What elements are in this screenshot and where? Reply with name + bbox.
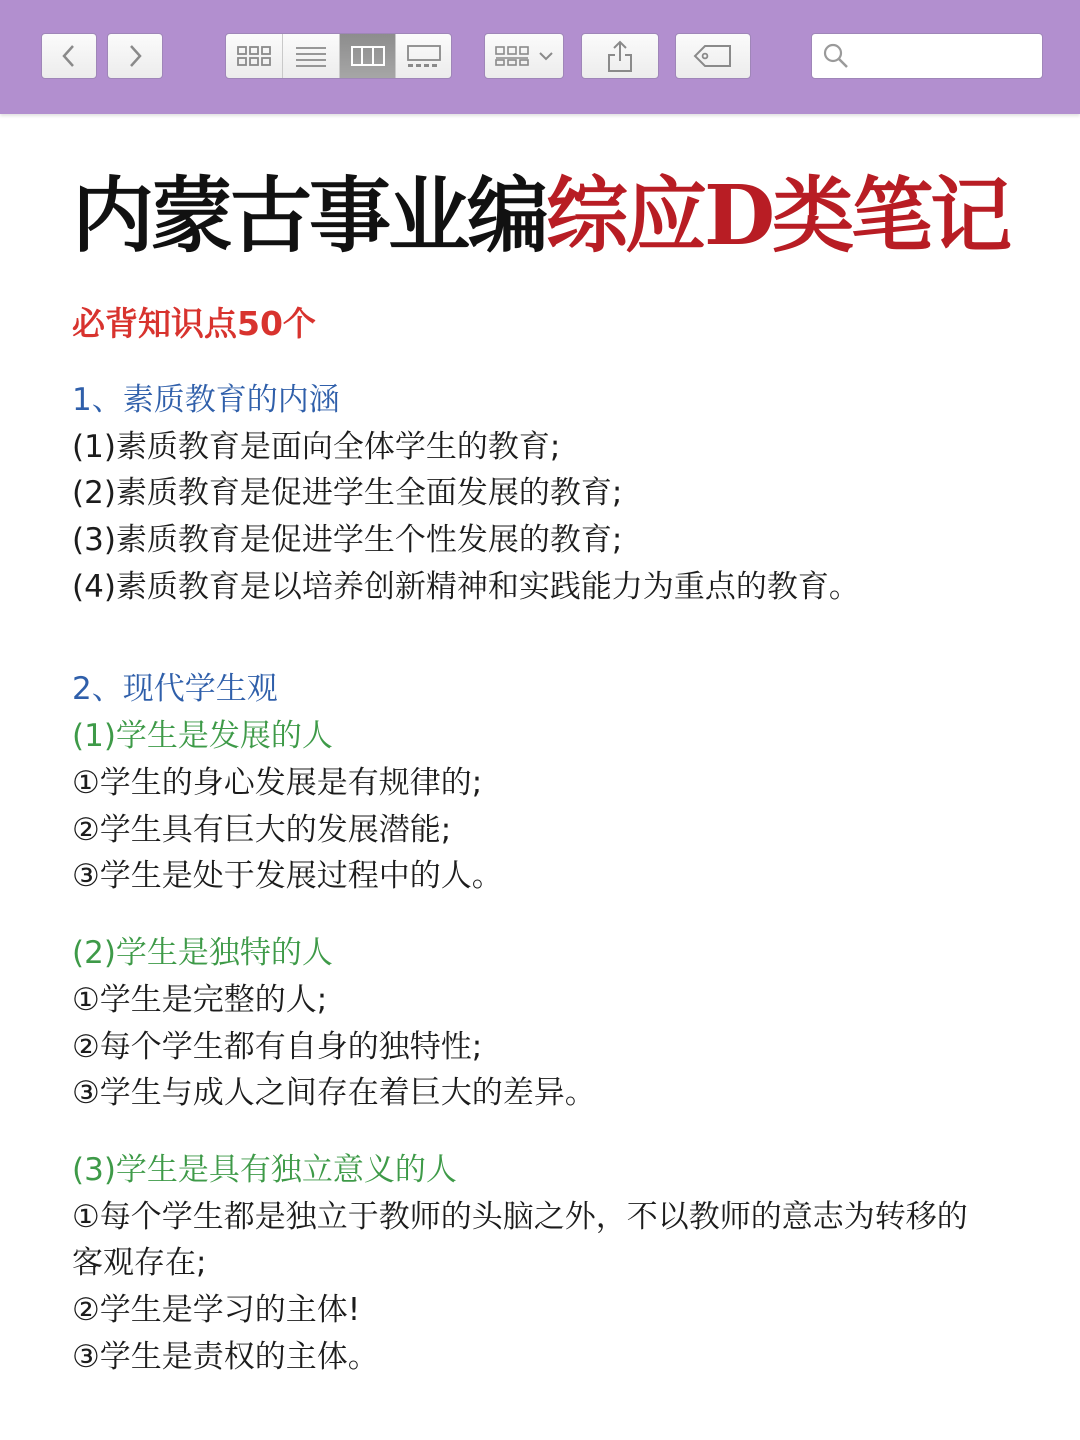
subsection-item: ①学生的身心发展是有规律的; xyxy=(72,765,483,801)
title-red-part: 综应D类笔记 xyxy=(546,168,1010,264)
search-field[interactable] xyxy=(811,33,1043,79)
subsection-heading: (3)学生是具有独立意义的人 xyxy=(72,1152,457,1188)
subsection-item: ②每个学生都有自身的独特性; xyxy=(72,1029,483,1065)
chevron-left-icon xyxy=(59,43,79,69)
subsection-item: ③学生与成人之间存在着巨大的差异。 xyxy=(72,1075,596,1111)
list-view-icon xyxy=(295,45,327,67)
view-mode-group xyxy=(225,33,452,79)
search-icon xyxy=(822,42,850,70)
column-view-button[interactable] xyxy=(340,34,397,78)
subtitle: 必背知识点50个 xyxy=(72,304,316,343)
subsection-item: ③学生是责权的主体。 xyxy=(72,1339,379,1375)
group-by-icon xyxy=(494,45,530,67)
section-2-heading: 2、现代学生观 xyxy=(72,671,278,707)
section-1-item: (1)素质教育是面向全体学生的教育; xyxy=(72,429,561,465)
chevron-down-icon xyxy=(538,50,554,62)
tag-icon xyxy=(693,44,733,68)
tag-button[interactable] xyxy=(675,33,751,79)
subsection-item: ①学生是完整的人; xyxy=(72,982,328,1018)
subsection-item: ②学生具有巨大的发展潜能; xyxy=(72,812,452,848)
chevron-right-icon xyxy=(125,43,145,69)
gallery-view-icon xyxy=(406,44,442,68)
subsection-item: ②学生是学习的主体! xyxy=(72,1292,361,1328)
section-1-item: (2)素质教育是促进学生全面发展的教育; xyxy=(72,475,623,511)
list-view-button[interactable] xyxy=(283,34,340,78)
icon-grid-view-icon xyxy=(236,45,272,67)
search-input[interactable] xyxy=(856,37,1040,75)
gallery-view-button[interactable] xyxy=(396,34,451,78)
icon-view-button[interactable] xyxy=(226,34,283,78)
back-button[interactable] xyxy=(41,33,97,79)
subsection-heading: (2)学生是独特的人 xyxy=(72,935,333,971)
group-by-button[interactable] xyxy=(484,33,564,79)
forward-button[interactable] xyxy=(107,33,163,79)
share-icon xyxy=(606,39,634,73)
subsection-item: ③学生是处于发展过程中的人。 xyxy=(72,858,503,894)
section-1-item: (4)素质教育是以培养创新精神和实践能力为重点的教育。 xyxy=(72,569,860,605)
section-1-item: (3)素质教育是促进学生个性发展的教育; xyxy=(72,522,623,558)
page-title xyxy=(72,168,1032,264)
title-black-part: 内蒙古事业编 xyxy=(72,168,547,264)
subsection-item: 客观存在; xyxy=(72,1245,207,1281)
toolbar xyxy=(0,0,1080,114)
section-1-heading: 1、素质教育的内涵 xyxy=(72,382,340,418)
column-view-icon xyxy=(350,45,386,67)
share-button[interactable] xyxy=(581,33,659,79)
subsection-heading: (1)学生是发展的人 xyxy=(72,718,333,754)
subsection-item: ①每个学生都是独立于教师的头脑之外，不以教师的意志为转移的 xyxy=(72,1199,968,1235)
